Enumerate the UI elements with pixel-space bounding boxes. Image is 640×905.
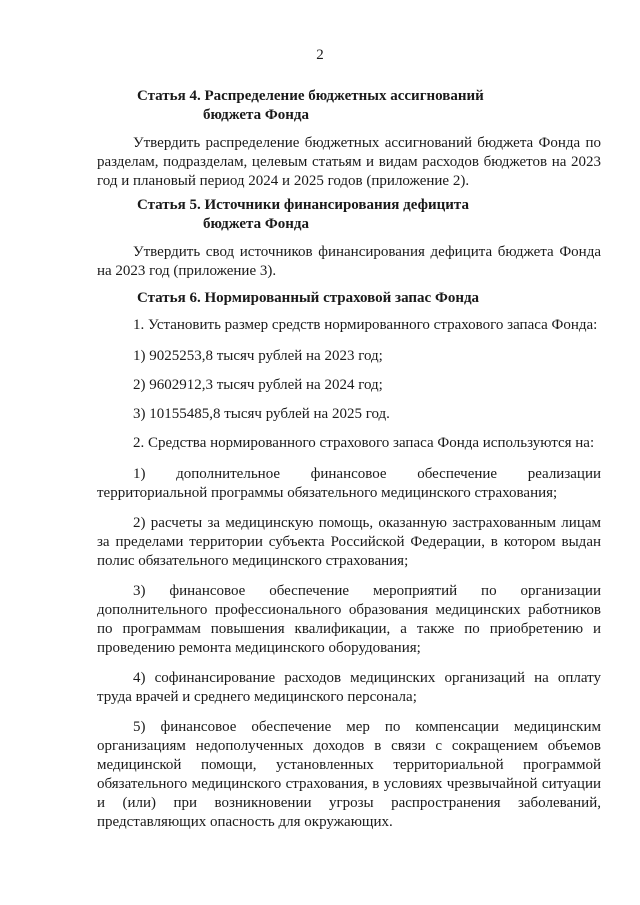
use-item: 2) расчеты за медицинскую помощь, оказанную застрахованным лицам за пределами территории субъекта Российской Федерации, в котором выдан полис обязательного медицинского страхования;	[97, 515, 601, 569]
article-5-title-line2: бюджета Фонда	[203, 216, 309, 232]
amount-item: 1) 9025253,8 тысяч рублей на 2023 год;	[133, 348, 383, 364]
article-6-paragraph-1: 1. Установить размер средств нормированного страхового запаса Фонда:	[133, 317, 598, 333]
use-item: 5) финансовое обеспечение мер по компенсации медицинским организациям недополученных доходов в связи с сокращением объемов медицинской помощи, установленных территориальной программой обязательного медицинского страхования, в условиях чрезвычайной ситуации и (или) при возникновении угрозы распространения заболеваний, представляющих опасность для окружающих.	[97, 719, 601, 830]
amount-item: 3) 10155485,8 тысяч рублей на 2025 год.	[133, 406, 390, 422]
article-4-heading	[137, 87, 601, 125]
article-4-title-line1: Статья 4. Распределение бюджетных ассигнований	[137, 88, 484, 104]
use-item: 1) дополнительное финансовое обеспечение реализации территориальной программы обязательного медицинского страхования;	[97, 466, 601, 501]
article-5-heading	[137, 196, 601, 234]
use-item: 4) софинансирование расходов медицинских организаций на оплату труда врачей и среднего медицинского персонала;	[97, 670, 601, 705]
article-6-heading	[137, 289, 601, 308]
article-4-text: Утвердить распределение бюджетных ассигнований бюджета Фонда по разделам, подразделам, целевым статьям и видам расходов бюджетов на 2023 год и плановый период 2024 и 2025 годов (приложение 2).	[97, 135, 601, 189]
article-5-text: Утвердить свод источников финансирования дефицита бюджета Фонда на 2023 год (приложение 3).	[97, 244, 601, 279]
page-number: 2	[316, 47, 324, 63]
article-6-title: Статья 6. Нормированный страховой запас Фонда	[137, 290, 480, 306]
article-6-paragraph-2: 2. Средства нормированного страхового запаса Фонда используются на:	[133, 435, 595, 451]
article-5-title-line1: Статья 5. Источники финансирования дефицита	[137, 197, 469, 213]
article-4-title-line2: бюджета Фонда	[203, 107, 309, 123]
amount-item: 2) 9602912,3 тысяч рублей на 2024 год;	[133, 377, 383, 393]
use-item: 3) финансовое обеспечение мероприятий по организации дополнительного профессионального образования медицинских работников по программам повышения квалификации, а также по приобретению и проведению ремонта медицинского оборудования;	[97, 583, 601, 656]
document-body	[97, 87, 601, 832]
